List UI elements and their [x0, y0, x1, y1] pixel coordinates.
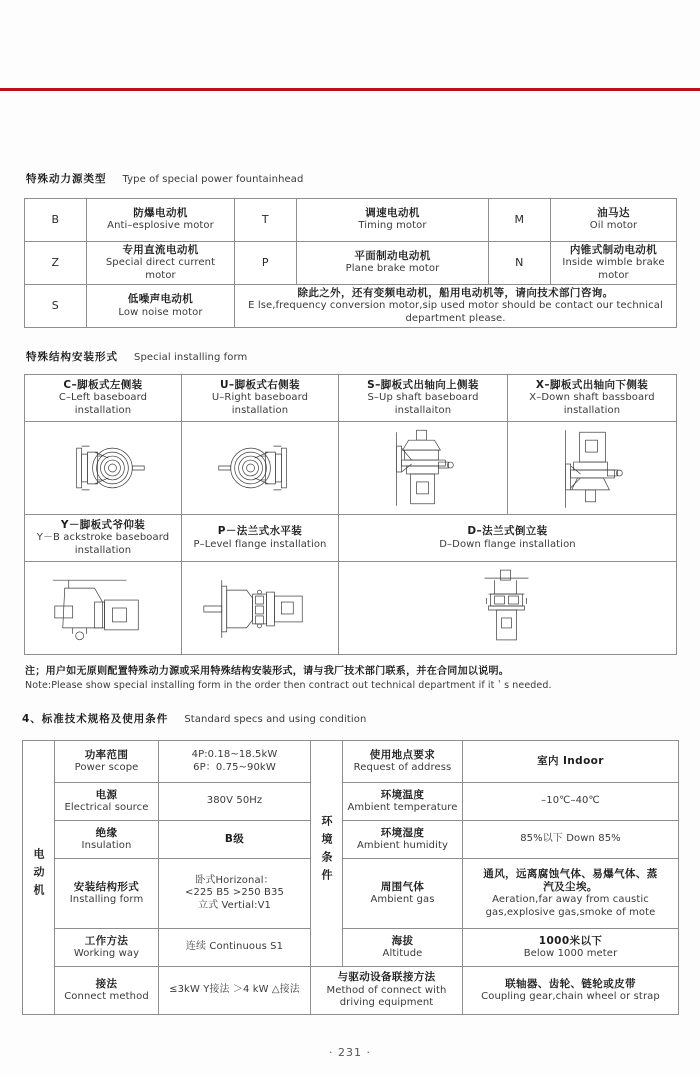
cell-desc-t	[297, 199, 489, 242]
table-installing-form	[24, 374, 677, 655]
env-gas-cn: 周围气体	[380, 880, 425, 893]
cell-env-gas-label	[343, 859, 463, 929]
cell-extra-note-cn: 除此之外，还有变频电动机，船用电动机等，请向技术部门咨询。	[297, 287, 614, 300]
cell-install-x	[508, 375, 677, 422]
spec-connect-cn: 接法	[95, 977, 118, 990]
cell-env-humidity-label	[343, 821, 463, 859]
table-row	[25, 199, 677, 242]
env-temperature-cn: 环境温度	[380, 788, 425, 801]
cell-spec-connect-value: ≤3kW Y接法 ＞4 kW △接法	[159, 967, 311, 1015]
cell-desc-p	[297, 242, 489, 285]
cell-desc-t-en: Timing motor	[358, 220, 427, 232]
spec-installing-cn: 安装结构形式	[73, 880, 140, 893]
spec-installing-value-3: 立式 Vertial:V1	[198, 899, 271, 911]
spec-power-scope-en: Power scope	[74, 761, 139, 773]
motor-right-side-baseboard-icon	[182, 422, 338, 514]
cell-install-s	[339, 375, 508, 422]
spec-connect-en: Connect method	[64, 990, 149, 1002]
cell-spec-working-label	[55, 929, 159, 967]
cell-install-y-cn: Y－脚板式爷仰装	[60, 519, 146, 532]
table-power-fountainhead	[24, 198, 677, 328]
spec-installing-value-2: <225 B5 >250 B35	[185, 887, 284, 899]
env-humidity-en: Ambient humidity	[356, 839, 449, 851]
cell-desc-z	[87, 242, 235, 285]
table-row	[23, 741, 679, 783]
cell-code-s: S	[25, 285, 87, 328]
cell-env-gas-value	[463, 859, 679, 929]
cell-install-x-cn: X–脚板式出轴向下侧装	[535, 379, 649, 391]
cell-extra-note	[235, 285, 677, 328]
cell-install-p-en1: P–Level flange installation	[193, 538, 327, 550]
page-title-standard-specs	[22, 710, 366, 726]
motor-backstroke-baseboard-icon	[25, 562, 181, 654]
group-label-motor: 电动机	[32, 848, 45, 902]
table-standard-specs	[22, 740, 679, 1015]
cell-install-d-en1: D–Down flange installation	[439, 538, 576, 550]
cell-install-s-en1: S–Up shaft baseboard installaiton	[367, 392, 479, 416]
drive-connect-value-cn: 联轴器、齿轮、链轮或皮带	[505, 977, 636, 990]
cell-code-m: M	[489, 199, 551, 242]
cell-drawing-p	[182, 562, 339, 655]
cell-group-motor	[23, 741, 55, 1015]
cell-code-t: T	[235, 199, 297, 242]
cell-desc-p-cn: 平面制动电动机	[354, 250, 431, 263]
cell-env-temperature-value: –10℃–40℃	[463, 783, 679, 821]
cell-desc-n-cn: 内锥式制动电动机	[569, 244, 658, 256]
cell-install-s-cn: S–脚板式出轴向上侧装	[367, 379, 479, 391]
env-temperature-en: Ambient temperature	[347, 801, 458, 813]
cell-desc-s-cn: 低噪声电动机	[127, 293, 194, 306]
cell-drive-connect-label	[311, 967, 463, 1015]
heading-power-cn: 特殊动力源类型	[26, 173, 107, 185]
heading-specs-en: Standard specs and using condition	[184, 714, 367, 725]
env-gas-value-4: gas,explosive gas,smoke of mote	[485, 906, 656, 918]
cell-install-p-cn: P－法兰式水平装	[217, 525, 303, 538]
table-row	[25, 242, 677, 285]
spec-electrical-en: Electrical source	[64, 801, 149, 813]
table-row-labels	[25, 515, 677, 562]
cell-spec-electrical-label	[55, 783, 159, 821]
cell-drawing-c	[25, 422, 182, 515]
installing-form-note-en: Note:Please show special installing form in the order then contract out technical department if it＇s needed.	[25, 680, 552, 691]
table-row-drawings	[25, 422, 677, 515]
cell-install-u-cn: U–脚板式右侧装	[220, 379, 300, 391]
cell-desc-z-cn: 专用直流电动机	[122, 244, 199, 256]
heading-install-en: Special installing form	[134, 352, 248, 363]
spec-electrical-cn: 电源	[95, 788, 118, 801]
cell-spec-working-value: 连续 Continuous S1	[159, 929, 311, 967]
table-row	[23, 859, 679, 929]
motor-level-flange-icon	[182, 562, 338, 654]
cell-spec-power-scope-value	[159, 741, 311, 783]
group-label-environment: 环境条件	[320, 815, 333, 887]
cell-spec-installing-label	[55, 859, 159, 929]
spec-working-en: Working way	[73, 947, 140, 959]
cell-desc-b	[87, 199, 235, 242]
cell-install-d	[339, 515, 677, 562]
spec-power-scope-cn: 功率范围	[84, 748, 129, 761]
cell-install-d-cn: D–法兰式倒立装	[467, 525, 548, 538]
cell-desc-n	[551, 242, 677, 285]
cell-drawing-u	[182, 422, 339, 515]
cell-code-p: P	[235, 242, 297, 285]
env-altitude-value-2: Below 1000 meter	[523, 947, 618, 959]
cell-env-address-value: 室内 Indoor	[463, 741, 679, 783]
table-row	[23, 821, 679, 859]
env-altitude-value-1: 1000米以下	[538, 934, 603, 947]
cell-drive-connect-value	[463, 967, 679, 1015]
cell-code-b: B	[25, 199, 87, 242]
drive-connect-en2: driving equipment	[339, 997, 434, 1009]
cell-install-c-en1: C–Left baseboard	[58, 392, 148, 404]
drive-connect-en1: Method of connect with	[326, 984, 447, 996]
cell-install-c-en2: installation	[74, 404, 132, 416]
cell-install-x-en2: installation	[563, 404, 621, 416]
table-row	[23, 967, 679, 1015]
cell-extra-note-en: E lse,frequency conversion motor,sip used motor should be contact our technical department please.	[248, 300, 663, 324]
motor-left-side-baseboard-icon	[25, 422, 181, 514]
cell-drawing-x	[508, 422, 677, 515]
cell-env-humidity-value: 85%以下 Down 85%	[463, 821, 679, 859]
cell-desc-b-en: Anti–esplosive motor	[107, 220, 214, 232]
table-row	[25, 285, 677, 328]
env-gas-value-1: 通风，远离腐蚀气体、易爆气体、蒸	[483, 867, 658, 880]
spec-power-scope-value-1: 4P:0.18~18.5kW	[191, 749, 278, 760]
cell-code-z: Z	[25, 242, 87, 285]
page-title-power-fountainhead	[26, 170, 303, 186]
cell-spec-power-scope-label	[55, 741, 159, 783]
cell-desc-m	[551, 199, 677, 242]
cell-spec-connect-label	[55, 967, 159, 1015]
cell-install-p	[182, 515, 339, 562]
env-address-cn: 使用地点要求	[369, 748, 436, 761]
env-altitude-cn: 海拔	[391, 934, 414, 947]
cell-desc-m-cn: 油马达	[597, 207, 630, 220]
heading-install-cn: 特殊结构安装形式	[26, 351, 118, 363]
table-row	[23, 929, 679, 967]
table-row-labels	[25, 375, 677, 422]
cell-desc-z-en: Special direct current motor	[105, 257, 216, 281]
table-row-drawings	[25, 562, 677, 655]
cell-drawing-d	[339, 562, 677, 655]
motor-down-shaft-baseboard-icon	[508, 422, 676, 514]
table-row	[23, 783, 679, 821]
cell-spec-installing-value	[159, 859, 311, 929]
cell-code-n: N	[489, 242, 551, 285]
heading-power-en: Type of special power fountainhead	[122, 174, 304, 185]
spec-insulation-cn: 绝缘	[95, 826, 118, 839]
cell-install-c-cn: C–脚板式左侧装	[63, 379, 143, 391]
page-title-installing-form	[26, 348, 247, 364]
env-gas-en: Ambient gas	[370, 893, 435, 905]
installing-form-note-cn: 注；用户如无原则配置特殊动力源或采用特殊结构安装形式，请与我厂技术部门联系，并在合同加以说明。	[25, 666, 510, 677]
cell-install-c	[25, 375, 182, 422]
cell-desc-b-cn: 防爆电动机	[133, 207, 188, 220]
cell-desc-p-en: Plane brake motor	[345, 263, 440, 275]
cell-env-altitude-label	[343, 929, 463, 967]
env-humidity-cn: 环境湿度	[380, 826, 425, 839]
env-gas-value-2: 汽及尘埃。	[543, 881, 598, 893]
cell-drawing-s	[339, 422, 508, 515]
cell-install-y-en1: Y－B ackstroke baseboard installation	[36, 532, 170, 556]
cell-desc-t-cn: 调速电动机	[365, 207, 420, 220]
motor-down-flange-icon	[339, 562, 676, 654]
cell-install-u	[182, 375, 339, 422]
cell-desc-s-en: Low noise motor	[118, 306, 203, 318]
spec-installing-value-1: 卧式Horizonal：	[195, 874, 274, 886]
env-gas-value-3: Aeration,far away from caustic	[492, 894, 649, 906]
spec-power-scope-value-2: 6P：0.75~90kW	[193, 761, 276, 773]
spec-working-cn: 工作方法	[84, 934, 129, 947]
cell-env-temperature-label	[343, 783, 463, 821]
drive-connect-cn: 与驱动设备联接方法	[337, 971, 436, 984]
cell-install-u-en1: U–Right baseboard	[211, 392, 309, 404]
top-red-rule	[0, 88, 700, 91]
cell-spec-electrical-value: 380V 50Hz	[159, 783, 311, 821]
cell-group-environment	[311, 741, 343, 967]
env-address-en: Request of address	[353, 761, 452, 773]
cell-install-y	[25, 515, 182, 562]
cell-install-u-en2: installation	[231, 404, 289, 416]
cell-desc-n-en: Inside wimble brake motor	[562, 257, 665, 281]
cell-drawing-y	[25, 562, 182, 655]
spec-installing-en: Installing form	[69, 893, 144, 905]
cell-desc-m-en: Oil motor	[589, 220, 638, 232]
page-number: · 231 ·	[329, 1046, 371, 1059]
cell-spec-insulation-value: B级	[159, 821, 311, 859]
cell-env-address-label	[343, 741, 463, 783]
drive-connect-value-en: Coupling gear,chain wheel or strap	[481, 990, 660, 1002]
motor-up-shaft-baseboard-icon	[339, 422, 507, 514]
spec-insulation-en: Insulation	[81, 839, 132, 851]
cell-install-x-en1: X–Down shaft bassboard	[529, 392, 655, 404]
env-altitude-en: Altitude	[382, 947, 423, 959]
cell-spec-insulation-label	[55, 821, 159, 859]
cell-desc-s	[87, 285, 235, 328]
heading-specs-cn: 4、标准技术规格及使用条件	[22, 713, 169, 725]
cell-env-altitude-value	[463, 929, 679, 967]
